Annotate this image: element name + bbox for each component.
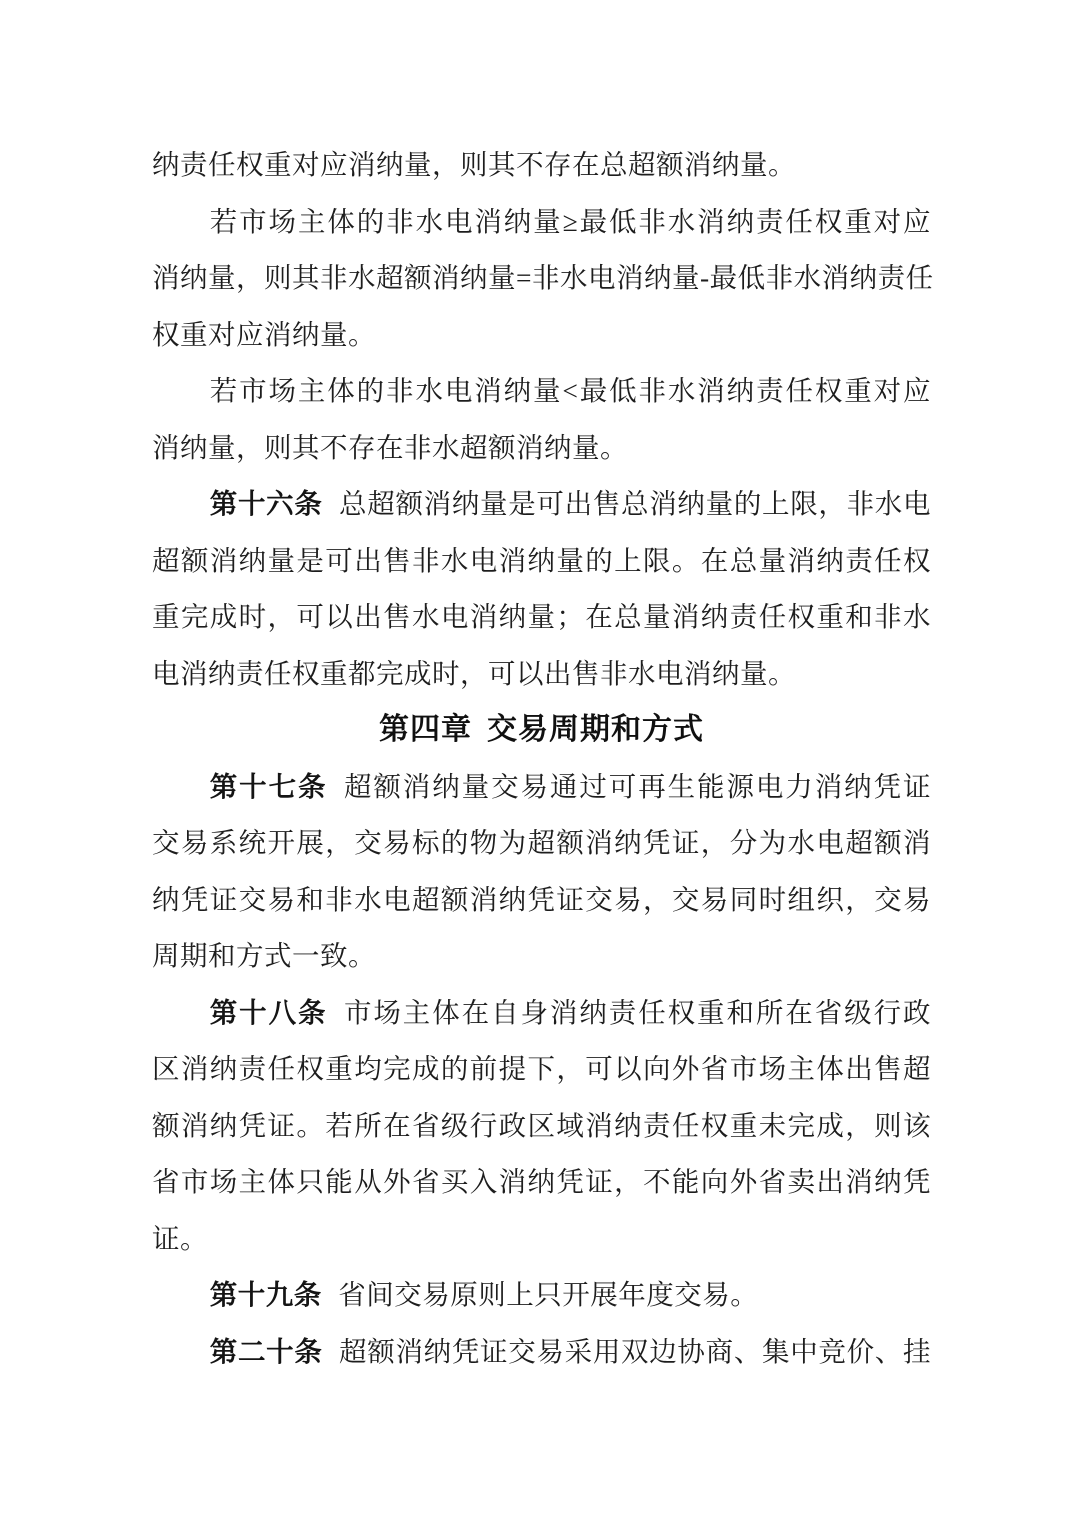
paragraph — [152, 194, 934, 364]
chapter-heading-line — [152, 702, 931, 759]
article-number: 第十九条 — [209, 1279, 322, 1310]
line-text: 超额消纳量是可出售非水电消纳量的上限。在总量消纳责任权 — [152, 544, 931, 576]
paragraph — [152, 137, 931, 194]
line-text: 交易周期和方式 — [487, 713, 704, 746]
text-line — [152, 985, 931, 1042]
line-text: 证。 — [152, 1222, 208, 1254]
text-line — [152, 928, 931, 985]
text-line — [152, 137, 931, 194]
article-number: 第二十条 — [209, 1335, 323, 1367]
article-number: 第十八条 — [209, 996, 328, 1028]
paragraph — [152, 985, 931, 1268]
line-text: 额消纳凭证。若所在省级行政区域消纳责任权重未完成，则该 — [152, 1109, 931, 1141]
text-line — [152, 815, 931, 872]
text-line — [152, 533, 931, 590]
text-line — [152, 1267, 931, 1324]
paragraph — [152, 363, 931, 476]
chapter-number: 第四章 — [379, 713, 472, 746]
article-number: 第十七条 — [209, 770, 328, 802]
line-text: 消纳量，则其非水超额消纳量=非水电消纳量-最低非水消纳责任 — [152, 262, 934, 293]
line-text: 区消纳责任权重均完成的前提下，可以向外省市场主体出售超 — [152, 1053, 931, 1084]
text-line — [152, 1154, 931, 1211]
paragraph — [152, 1267, 931, 1324]
line-text: 权重对应消纳量。 — [152, 318, 376, 350]
text-line — [152, 420, 931, 477]
text-line — [152, 1041, 931, 1098]
text-line — [152, 589, 931, 646]
text-line — [152, 194, 931, 251]
line-text: 总超额消纳量是可出售总消纳量的上限，非水电 — [339, 488, 932, 519]
line-text: 纳凭证交易和非水电超额消纳凭证交易，交易同时组织，交易 — [152, 883, 931, 915]
text-line — [152, 1098, 931, 1155]
line-text: 省间交易原则上只开展年度交易。 — [338, 1279, 759, 1310]
text-line — [152, 872, 931, 929]
line-text: 交易系统开展，交易标的物为超额消纳凭证，分为水电超额消 — [152, 827, 931, 858]
line-text: 纳责任权重对应消纳量，则其不存在总超额消纳量。 — [152, 149, 796, 180]
line-text: 消纳量，则其不存在非水超额消纳量。 — [152, 431, 628, 463]
line-text: 若市场主体的非水电消纳量<最低非水消纳责任权重对应 — [209, 375, 931, 406]
text-line — [152, 307, 931, 364]
line-text: 重完成时，可以出售水电消纳量；在总量消纳责任权重和非水 — [152, 601, 931, 632]
document-body — [152, 137, 934, 1380]
line-text: 若市场主体的非水电消纳量≥最低非水消纳责任权重对应 — [209, 205, 931, 237]
line-text: 省市场主体只能从外省买入消纳凭证，不能向外省卖出消纳凭 — [152, 1166, 931, 1197]
text-line — [152, 476, 931, 533]
text-line — [152, 759, 931, 816]
line-text: 超额消纳凭证交易采用双边协商、集中竞价、挂 — [339, 1335, 932, 1367]
line-text: 市场主体在自身消纳责任权重和所在省级行政 — [343, 996, 932, 1028]
line-text: 超额消纳量交易通过可再生能源电力消纳凭证 — [343, 770, 932, 802]
paragraph — [152, 1324, 931, 1381]
article-number: 第十六条 — [209, 488, 323, 519]
line-text: 周期和方式一致。 — [152, 940, 376, 971]
text-line — [152, 1211, 931, 1268]
text-line — [152, 646, 931, 703]
text-line — [152, 1324, 931, 1381]
text-line — [152, 250, 934, 307]
chapter-heading — [152, 702, 931, 759]
line-text: 电消纳责任权重都完成时，可以出售非水电消纳量。 — [152, 657, 796, 689]
paragraph — [152, 476, 931, 702]
paragraph — [152, 759, 931, 985]
text-line — [152, 363, 931, 420]
